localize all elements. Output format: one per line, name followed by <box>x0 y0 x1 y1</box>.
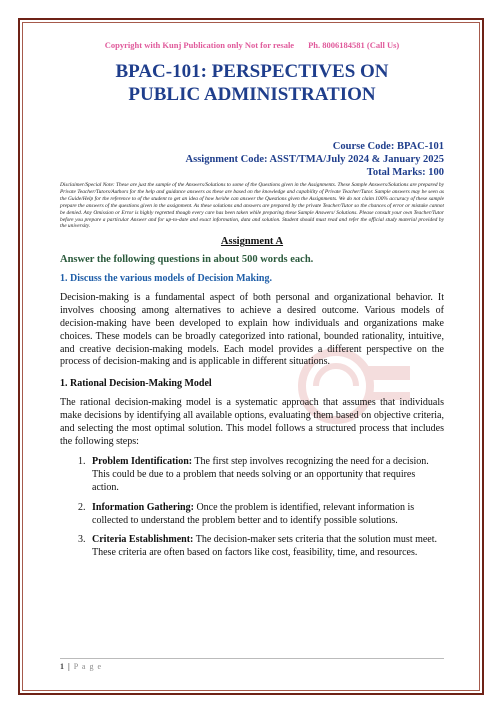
total-marks: Total Marks: 100 <box>366 167 444 178</box>
page-footer <box>60 658 444 671</box>
instruction: Answer the following questions in about 500 words each. <box>60 254 314 266</box>
step-term: Problem Identification: <box>92 456 193 468</box>
copyright-text: Copyright with Kunj Publication only Not for resale <box>104 40 295 50</box>
title-line-2: PUBLIC ADMINISTRATION <box>128 84 376 105</box>
assignment-codes <box>60 140 444 179</box>
page-content <box>60 40 444 567</box>
step-content <box>92 502 444 528</box>
list-item <box>60 502 444 528</box>
assignment-code: Assignment Code: ASST/TMA/July 2024 & January 2025 <box>185 154 444 165</box>
question-heading: 1. Discuss the various models of Decision Making. <box>60 273 272 285</box>
section-paragraph: The rational decision-making model is a systematic approach that assumes that individuals make decisions by identifying all available options, evaluating them based on objective criteria, and selecting the most optimal solution. This model follows a structured process that includes the following steps: <box>60 397 444 447</box>
list-item <box>60 456 444 494</box>
list-item <box>60 534 444 560</box>
disclaimer: Disclaimer/Special Note: These are just the sample of the Answers/Solutions to some of the Questions given in the Assignments. These Sample Answers/Solutions are prepared by Private Teacher/Tutors/Authors for the help and guidance answers as these are based on the knowledge and capability of Private Teacher/Tutor. Sample answers may be seen as the Guide/Help for the reference to of the student to get an idea of how he/she can answer the Questions given the Assignments. We do not claim 100% accuracy of these sample prepare the answers of the questions given in the assignment. As these solutions and answers are prepared by the private Teacher/Tutor so the chances of error or mistake cannot be denied. Any Omission or Error is highly regretted though every care has been taken while preparing these Sample Answers/ Solutions. Please consult your own Teacher/Tutor before you prepare a particular Answer and for up-to-date and exact information, data and solution. Student should must read and refer the official study material provided by the university. <box>60 182 444 230</box>
copyright-banner <box>60 40 444 50</box>
step-text: Once the problem is identified, relevant information is collected to understand the problem better and to identify possible solutions. <box>92 501 415 526</box>
phone-text: Ph. 8006184581 (Call Us) <box>308 40 400 50</box>
step-content <box>92 456 444 494</box>
course-code: Course Code: BPAC-101 <box>332 141 444 152</box>
intro-paragraph: Decision-making is a fundamental aspect of both personal and organizational behavior. It involves choosing among alternatives to achieve a desired outcome. Various models of decision-making have been developed to explain how individuals and organizations make choices. These models can be broadly categorized into rational, bounded rationality, intuitive, and creative decision-making models. Each model provides a different perspective on the process of decision-making and is applicable in different situations. <box>60 292 444 368</box>
step-term: Information Gathering: <box>92 501 194 513</box>
footer-separator: | <box>68 662 70 671</box>
step-term: Criteria Establishment: <box>92 534 194 546</box>
page-word: P a g e <box>73 662 103 671</box>
page-number: 1 <box>60 662 64 671</box>
step-number: 1. <box>78 456 86 468</box>
step-number: 3. <box>78 534 86 546</box>
step-number: 2. <box>78 501 86 513</box>
steps-list <box>60 456 444 560</box>
section-heading: 1. Rational Decision-Making Model <box>60 378 212 390</box>
assignment-heading: Assignment A <box>220 236 284 248</box>
step-content <box>92 534 444 560</box>
title-line-1: BPAC-101: PERSPECTIVES ON <box>115 61 389 82</box>
step-text: The first step involves recognizing the need for a decision. This could be due to a problem that needs solving or an opportunity that requires action. <box>92 456 429 493</box>
document-title <box>60 60 444 106</box>
step-text: The decision-maker sets criteria that the solution must meet. These criteria are often based on factors like cost, feasibility, time, and resources. <box>92 534 438 559</box>
